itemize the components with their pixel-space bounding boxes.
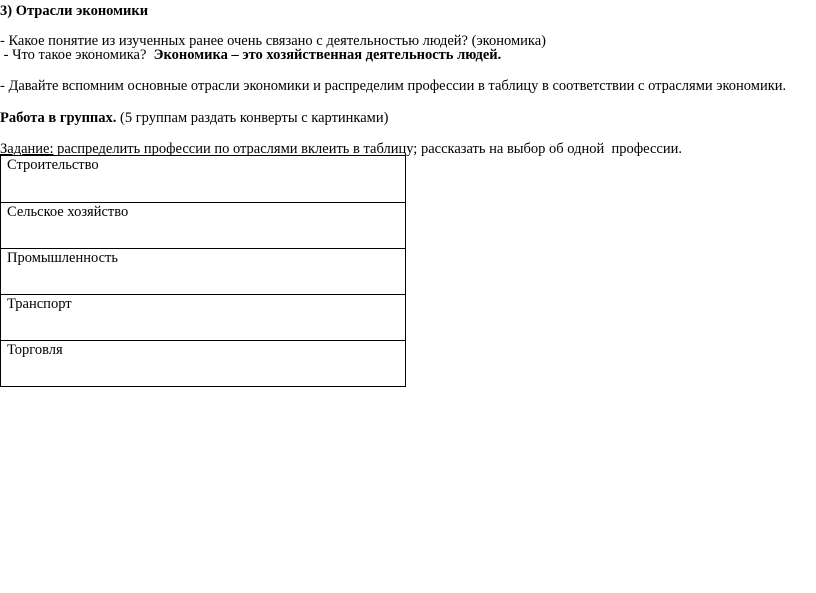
group-work-note: (5 группам раздать конверты с картинками) — [116, 110, 389, 126]
table-row — [1, 294, 405, 340]
industry-label: Транспорт — [7, 296, 72, 312]
task-text: распределить профессии по отраслями вклеить в таблицу; рассказать на выбор об одной профессии. — [53, 141, 682, 157]
table-row — [1, 156, 405, 202]
section-heading: 3) Отрасли экономики — [0, 3, 149, 19]
economy-definition: Экономика – это хозяйственная деятельность людей. — [153, 47, 502, 63]
group-work-line — [0, 109, 388, 127]
table-row — [1, 202, 405, 248]
industry-label: Сельское хозяйство — [7, 204, 129, 220]
group-work-label: Работа в группах. — [0, 110, 117, 126]
industries-table — [0, 155, 406, 387]
question-economy-concept: - Какое понятие из изученных ранее очень связано с деятельностью людей? (экономика) — [0, 33, 546, 49]
industry-label: Строительство — [7, 157, 99, 173]
table-row — [1, 248, 405, 294]
instruction-text: - Давайте вспомним основные отрасли экономики и распределим профессии в таблицу в соответствии с отраслями экономики. — [0, 78, 787, 94]
table-row — [1, 340, 405, 386]
task-label: Задание: — [0, 141, 54, 157]
industry-label: Промышленность — [7, 250, 118, 266]
question-what-is-economy — [0, 46, 501, 64]
question-text: - Что такое экономика? — [0, 47, 154, 63]
industry-label: Торговля — [7, 342, 63, 358]
